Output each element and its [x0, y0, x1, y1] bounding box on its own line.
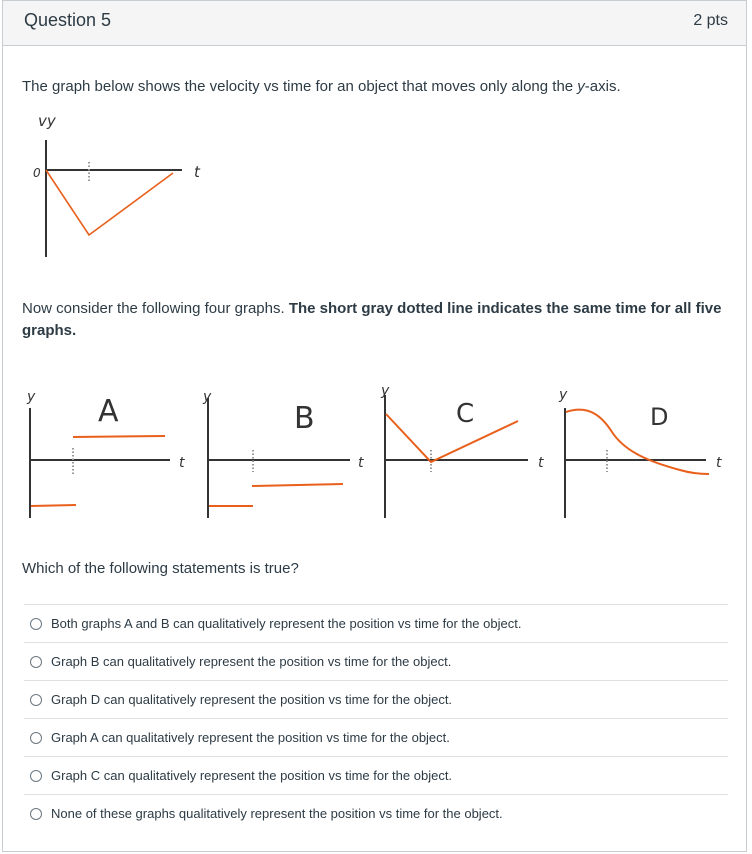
- answer-label: Graph A can qualitatively represent the position vs time for the object.: [51, 730, 450, 745]
- graph-c-x-label: t: [538, 455, 544, 471]
- intro-suffix: -axis.: [584, 78, 621, 95]
- graph-d-x-label: t: [716, 455, 722, 471]
- answer-label: Graph B can qualitatively represent the position vs time for the object.: [51, 654, 452, 669]
- radio-button[interactable]: [30, 808, 42, 820]
- radio-button[interactable]: [30, 656, 42, 668]
- graph-c-y-label: y: [381, 383, 390, 399]
- graph-b-x-label: t: [358, 455, 364, 471]
- graph-a-y-label: y: [27, 389, 36, 405]
- question-points: 2 pts: [693, 12, 728, 29]
- intro-prefix: The graph below shows the velocity vs time for an object that moves only along the: [22, 78, 578, 95]
- answer-option[interactable]: [24, 794, 728, 832]
- answer-option[interactable]: [24, 604, 728, 642]
- graph-c: [380, 383, 544, 518]
- answer-option[interactable]: [24, 680, 728, 718]
- graph-d-letter: D: [650, 403, 669, 431]
- question-title: Question 5: [24, 10, 112, 30]
- prompt-text: Which of the following statements is true?: [22, 560, 299, 577]
- graph-a-x-label: t: [179, 455, 185, 471]
- graph-a-letter: A: [98, 394, 119, 429]
- answer-option[interactable]: [24, 718, 728, 756]
- graph-d-y-label: y: [559, 387, 568, 403]
- answer-label: Graph D can qualitatively represent the position vs time for the object.: [51, 692, 453, 707]
- velocity-origin-label: 0: [33, 166, 41, 180]
- intro-axis: y: [577, 78, 585, 95]
- graph-b-letter: B: [294, 401, 315, 436]
- answer-list: [24, 604, 728, 832]
- velocity-x-label: t: [194, 163, 200, 181]
- velocity-y-label: vy: [38, 112, 56, 130]
- graph-d: [558, 387, 722, 518]
- radio-button[interactable]: [30, 618, 42, 630]
- graph-b: [202, 389, 364, 518]
- graph-a: [26, 389, 185, 518]
- graph-d-curve: [566, 410, 709, 474]
- graph-b-curve-upper: [252, 484, 343, 486]
- graph-a-curve-upper: [73, 436, 165, 437]
- instruction-normal: Now consider the following four graphs.: [22, 300, 289, 317]
- graph-c-letter: C: [456, 399, 475, 429]
- answer-label: None of these graphs qualitatively represent the position vs time for the object.: [51, 806, 503, 821]
- graph-b-y-label: y: [203, 389, 212, 405]
- graph-a-curve-lower: [31, 505, 76, 506]
- instruction-bold: The short gray dotted line indicates the same time for all five graphs.: [22, 300, 722, 339]
- graph-c-curve: [386, 414, 518, 462]
- answer-option[interactable]: [24, 642, 728, 680]
- answer-option[interactable]: [24, 756, 728, 794]
- radio-button[interactable]: [30, 694, 42, 706]
- radio-button[interactable]: [30, 770, 42, 782]
- answer-label: Graph C can qualitatively represent the position vs time for the object.: [51, 768, 453, 783]
- radio-button[interactable]: [30, 732, 42, 744]
- answer-label: Both graphs A and B can qualitatively represent the position vs time for the object.: [51, 616, 522, 631]
